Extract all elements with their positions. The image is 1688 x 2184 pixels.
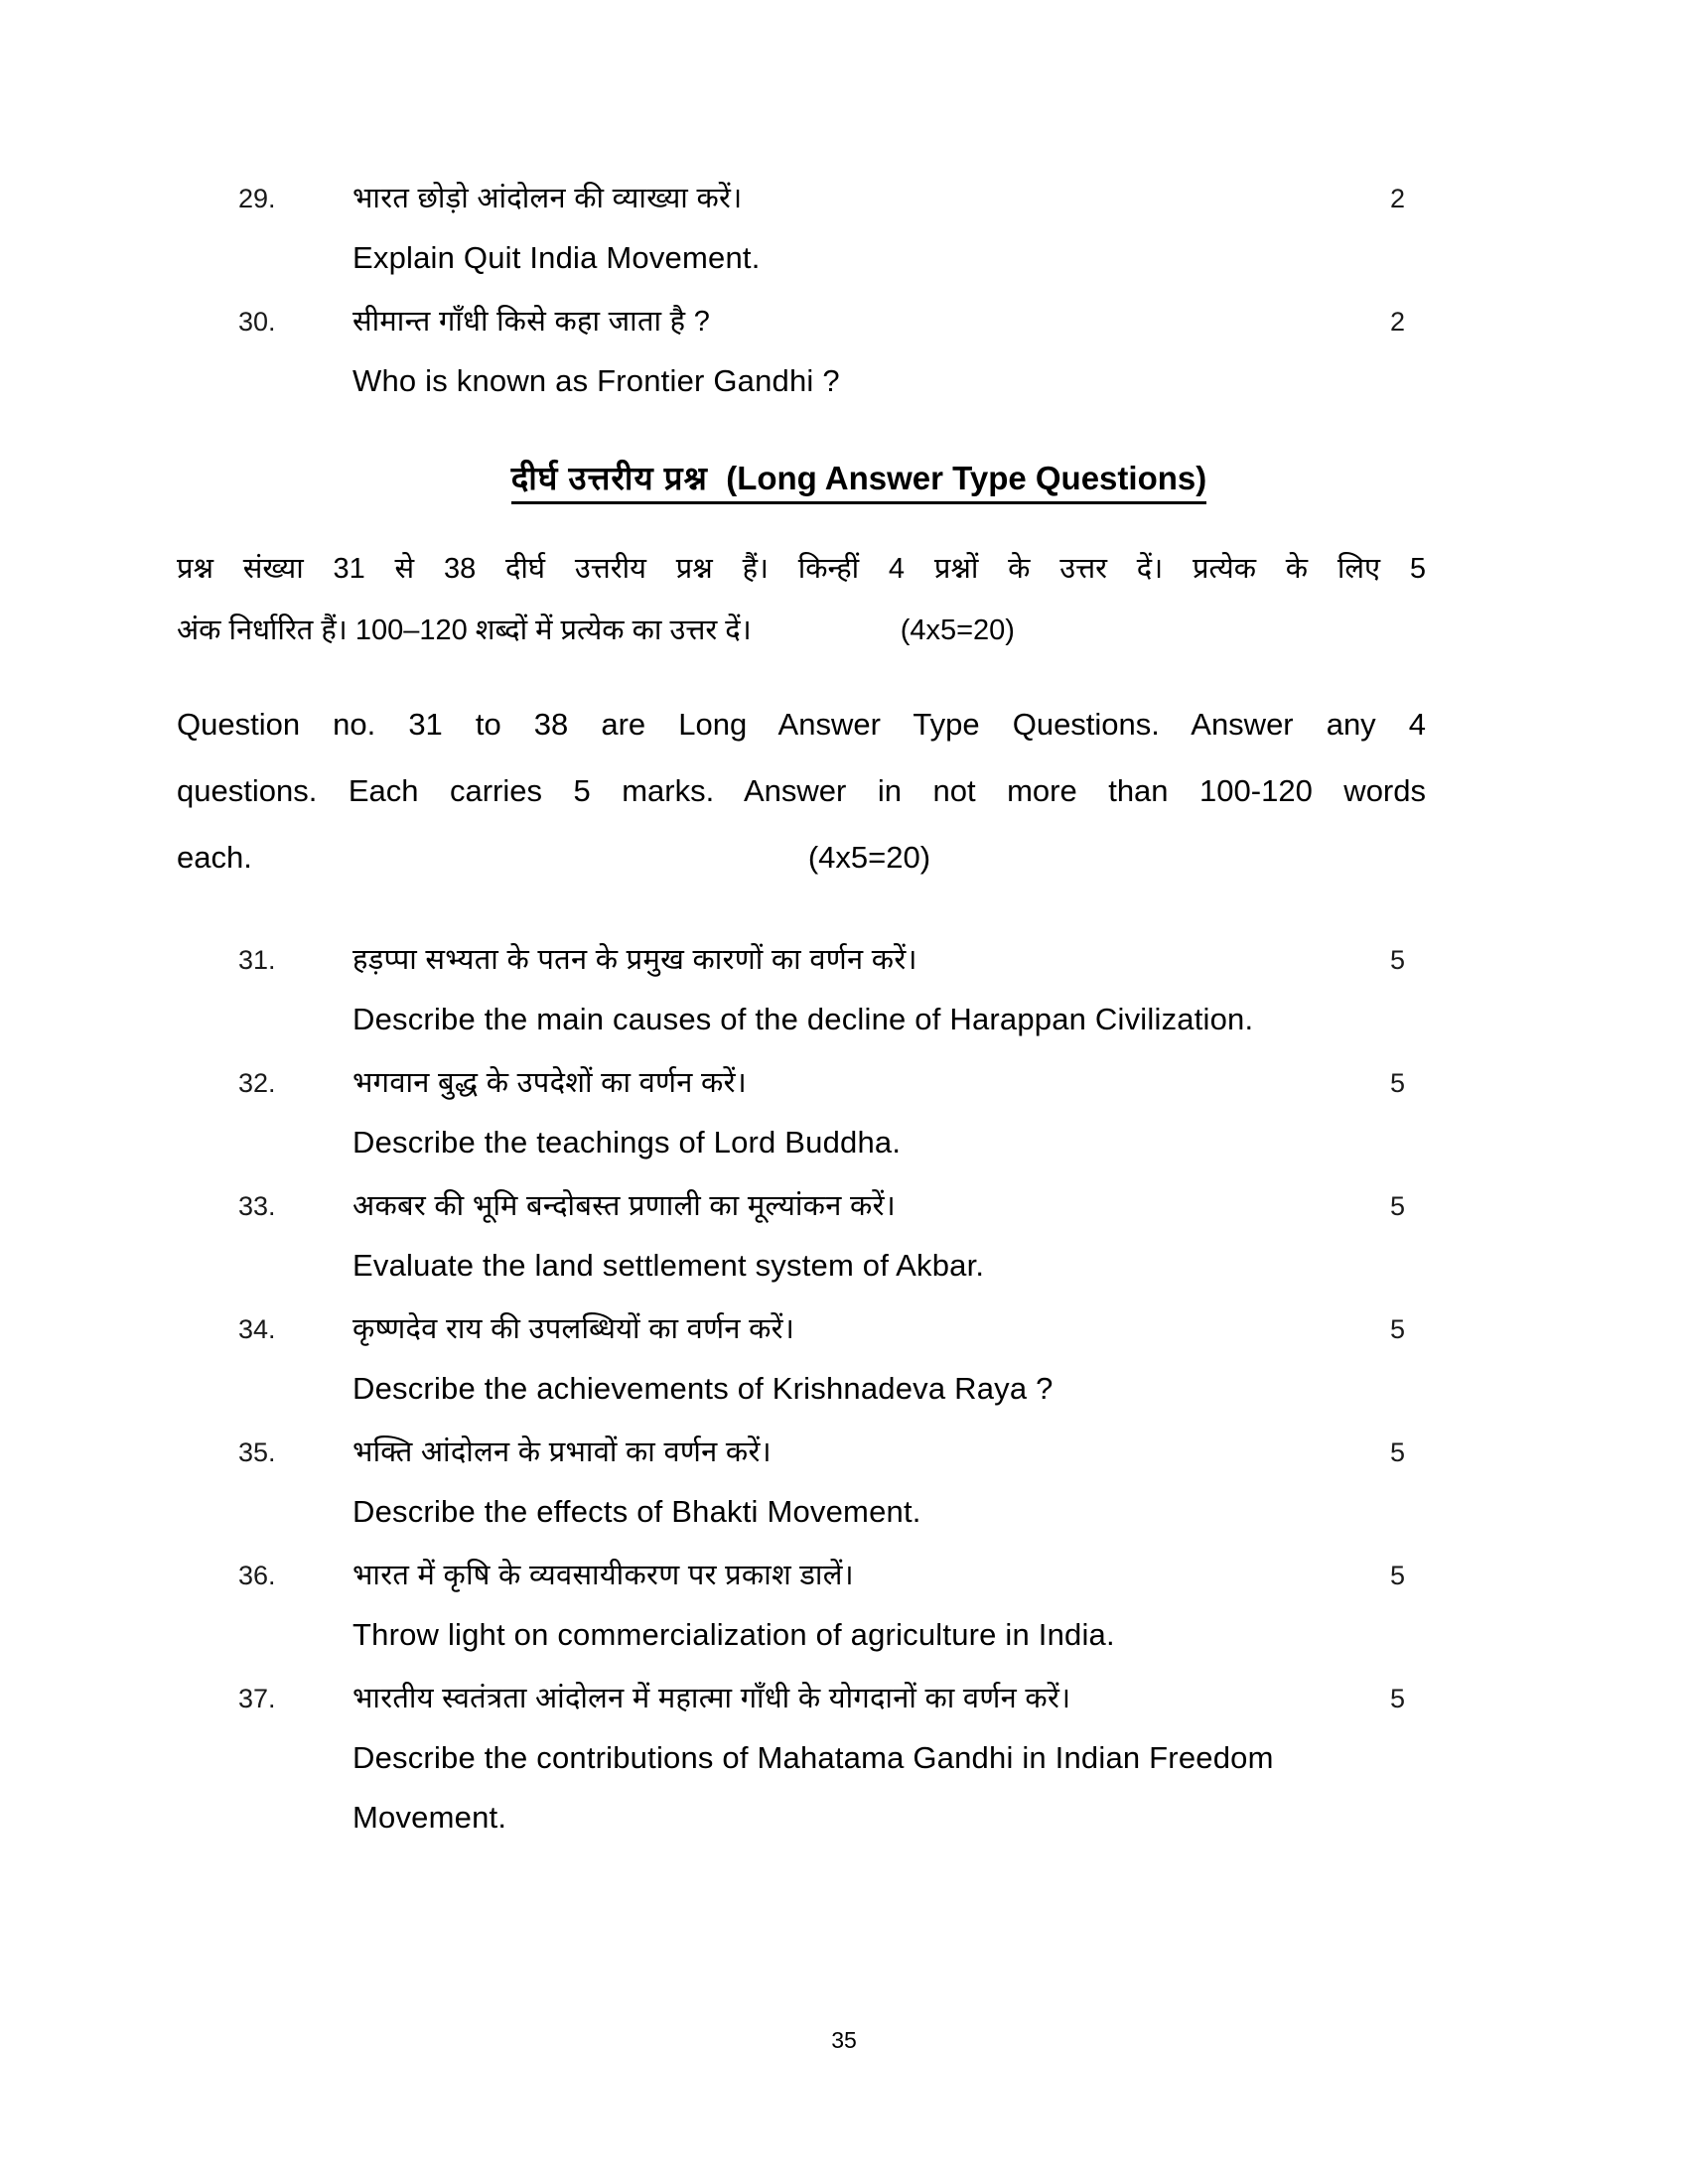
question-item xyxy=(238,1423,1479,1542)
question-body xyxy=(352,1546,1346,1665)
question-number: 31. xyxy=(238,945,276,975)
question-marks: 5 xyxy=(1390,945,1406,975)
page-content xyxy=(177,169,1479,1851)
question-text-hindi: अकबर की भूमि बन्दोबस्त प्रणाली का मूल्यांकन करें। xyxy=(352,1190,897,1222)
question-text-english: Throw light on commercialization of agriculture in India. xyxy=(352,1617,1115,1652)
question-text-hindi: भारतीय स्वतंत्रता आंदोलन में महात्मा गाँधी के योगदानों का वर्णन करें। xyxy=(352,1683,1071,1714)
instructions-hindi-line-2: अंक निर्धारित हैं। 100–120 शब्दों में प्रत्येक का उत्तर दें। xyxy=(177,614,752,646)
question-item xyxy=(238,169,1479,288)
question-text-english: Describe the main causes of the decline of Harappan Civilization. xyxy=(352,1002,1254,1036)
question-marks: 5 xyxy=(1390,1561,1406,1590)
question-body xyxy=(352,1669,1346,1847)
section-heading-hindi: दीर्घ उत्तरीय प्रश्न xyxy=(510,460,708,496)
question-item xyxy=(238,1176,1479,1296)
question-text-hindi: भगवान बुद्ध के उपदेशों का वर्णन करें। xyxy=(352,1067,748,1099)
question-item xyxy=(238,1053,1479,1172)
question-text-english: Describe the achievements of Krishnadeva Raya ? xyxy=(352,1371,1054,1406)
question-marks: 5 xyxy=(1390,1684,1406,1713)
long-answer-questions-list xyxy=(238,930,1479,1847)
question-text-english: Describe the effects of Bhakti Movement. xyxy=(352,1494,921,1529)
question-marks: 5 xyxy=(1390,1314,1406,1344)
question-item xyxy=(238,1669,1479,1847)
question-number: 36. xyxy=(238,1561,276,1590)
question-marks: 5 xyxy=(1390,1191,1406,1221)
question-text-hindi: हड़प्पा सभ्यता के पतन के प्रमुख कारणों का वर्णन करें। xyxy=(352,944,917,976)
question-body xyxy=(352,1053,1346,1172)
question-text-hindi: भारत में कृषि के व्यवसायीकरण पर प्रकाश डालें। xyxy=(352,1560,854,1591)
question-item xyxy=(238,292,1479,411)
instructions-english-line-2: questions. Each carries 5 marks. Answer in not more than 100-120 words xyxy=(177,773,1426,808)
instructions-english-line-3: each. xyxy=(177,840,252,875)
section-heading xyxy=(238,455,1479,504)
instructions-english xyxy=(177,691,1426,890)
question-number: 34. xyxy=(238,1314,276,1344)
question-item xyxy=(238,930,1479,1049)
question-number: 37. xyxy=(238,1684,276,1713)
question-text-english: Describe the contributions of Mahatama Gandhi in Indian Freedom Movement. xyxy=(352,1740,1274,1835)
question-number: 35. xyxy=(238,1437,276,1467)
question-text-hindi: कृष्णदेव राय की उपलब्धियों का वर्णन करें। xyxy=(352,1313,795,1345)
question-item xyxy=(238,1299,1479,1419)
question-marks: 5 xyxy=(1390,1068,1406,1098)
question-text-hindi: भक्ति आंदोलन के प्रभावों का वर्णन करें। xyxy=(352,1436,772,1468)
question-number: 33. xyxy=(238,1191,276,1221)
question-marks: 5 xyxy=(1390,1437,1406,1467)
instructions-english-line-1: Question no. 31 to 38 are Long Answer Type Questions. Answer any 4 xyxy=(177,707,1426,742)
section-heading-underlined xyxy=(511,455,1206,504)
top-questions-list xyxy=(238,169,1479,411)
question-number: 30. xyxy=(238,307,276,337)
question-marks: 2 xyxy=(1390,184,1406,213)
question-body xyxy=(352,930,1346,1049)
instructions-english-marks: (4x5=20) xyxy=(807,840,931,875)
question-number: 29. xyxy=(238,184,276,213)
question-marks: 2 xyxy=(1390,307,1406,337)
question-text-english: Evaluate the land settlement system of Akbar. xyxy=(352,1248,985,1283)
question-body xyxy=(352,1423,1346,1542)
instructions-hindi xyxy=(177,538,1426,661)
question-number: 32. xyxy=(238,1068,276,1098)
instructions-hindi-marks: (4x5=20) xyxy=(900,614,1015,646)
question-text-english: Who is known as Frontier Gandhi ? xyxy=(352,363,840,398)
question-body xyxy=(352,1176,1346,1296)
question-text-hindi: भारत छोड़ो आंदोलन की व्याख्या करें। xyxy=(352,183,743,214)
question-text-english: Describe the teachings of Lord Buddha. xyxy=(352,1125,902,1160)
page-number: 35 xyxy=(831,2027,857,2053)
question-text-english: Explain Quit India Movement. xyxy=(352,240,761,275)
question-body xyxy=(352,1299,1346,1419)
instructions-hindi-line-1: प्रश्न संख्या 31 से 38 दीर्घ उत्तरीय प्रश्न हैं। किन्हीं 4 प्रश्नों के उत्तर दें। प्रत्येक के लिए 5 xyxy=(177,553,1426,585)
question-body xyxy=(352,292,1346,411)
question-body xyxy=(352,169,1346,288)
instructions-block xyxy=(177,538,1426,890)
question-item xyxy=(238,1546,1479,1665)
question-text-hindi: सीमान्त गाँधी किसे कहा जाता है ? xyxy=(352,306,711,338)
section-heading-english: (Long Answer Type Questions) xyxy=(726,460,1207,496)
